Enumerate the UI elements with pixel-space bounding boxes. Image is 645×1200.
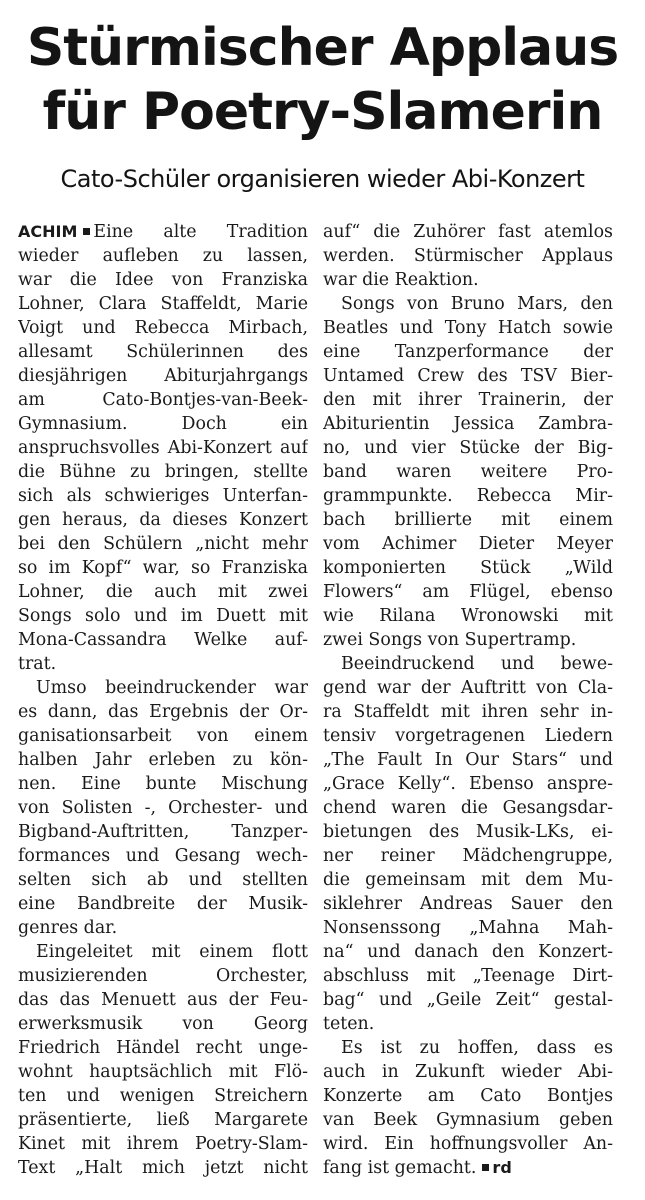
- body-line: van Beek Gymnasium geben: [323, 1110, 613, 1130]
- headline-line-1: Stürmischer Applaus: [26, 18, 619, 78]
- body-line: Gymnasium. Doch ein: [18, 414, 308, 434]
- body-line: Untamed Crew des TSV Bier-: [323, 366, 613, 386]
- body-line: es dann, das Ergebnis der Or-: [18, 702, 308, 722]
- body-line: Eingeleitet mit einem flott: [36, 942, 308, 962]
- end-square-icon: [482, 1164, 489, 1171]
- body-line: Konzerte am Cato Bontjes: [323, 1086, 613, 1106]
- body-line: vom Achimer Dieter Meyer: [323, 534, 613, 554]
- body-line: präsentierte, ließ Margarete: [18, 1110, 308, 1130]
- body-line: wie Rilana Wronowski mit: [323, 606, 613, 626]
- dateline-square-icon: [83, 228, 90, 235]
- article-column-right: [323, 220, 613, 1180]
- body-line: Kinet mit ihrem Poetry-Slam-: [18, 1134, 308, 1154]
- body-line: formances und Gesang wech-: [18, 846, 308, 866]
- body-line: „Grace Kelly“. Ebenso anspre-: [323, 774, 613, 794]
- body-line: diesjährigen Abiturjahrgangs: [18, 366, 308, 386]
- body-line: band waren weitere Pro-: [323, 462, 613, 482]
- body-line: auch in Zukunft wieder Abi-: [323, 1062, 613, 1082]
- body-line: nen. Eine bunte Mischung: [18, 774, 308, 794]
- headline-line-2: für Poetry-Slamerin: [42, 82, 603, 142]
- body-line: Friedrich Händel recht unge-: [18, 1038, 308, 1058]
- body-line: musizierenden Orchester,: [18, 966, 308, 986]
- body-line: Text „Halt mich jetzt nicht: [18, 1158, 308, 1178]
- body-line: selten sich ab und stellten: [18, 870, 308, 890]
- body-line: sich als schwieriges Unterfan-: [18, 486, 308, 506]
- dateline: ACHIM: [18, 222, 78, 241]
- body-line: no, und vier Stücke der Big-: [323, 438, 613, 458]
- body-line: allesamt Schülerinnen des: [18, 342, 308, 362]
- body-line: halben Jahr erleben zu kön-: [18, 750, 308, 770]
- body-line: Lohner, die auch mit zwei: [18, 582, 308, 602]
- body-line: wird. Ein hoffnungsvoller An-: [323, 1134, 613, 1154]
- body-line: Songs solo und im Duett mit: [18, 606, 308, 626]
- body-line: eine Bandbreite der Musik-: [18, 894, 308, 914]
- body-line: bei den Schülern „nicht mehr: [18, 534, 308, 554]
- body-line: anspruchsvolles Abi-Konzert auf: [18, 438, 308, 458]
- body-line: zwei Songs von Supertramp.: [323, 630, 577, 650]
- body-line: bag“ und „Geile Zeit“ gestal-: [323, 990, 613, 1010]
- body-line: Flowers“ am Flügel, ebenso: [323, 582, 613, 602]
- body-line: siklehrer Andreas Sauer den: [323, 894, 613, 914]
- body-line: erwerksmusik von Georg: [18, 1014, 308, 1034]
- body-line: die Bühne zu bringen, stellte: [18, 462, 308, 482]
- body-line: na“ und danach den Konzert-: [323, 942, 613, 962]
- body-line: Lohner, Clara Staffeldt, Marie: [18, 294, 308, 314]
- author-signature: rd: [492, 1158, 512, 1177]
- body-line: gen heraus, da dieses Konzert: [18, 510, 308, 530]
- body-line: Beatles und Tony Hatch sowie: [323, 318, 613, 338]
- body-line: bietungen des Musik-LKs, ei-: [323, 822, 613, 842]
- body-line: ganisationsarbeit von einem: [18, 726, 308, 746]
- body-line: die gemeinsam mit dem Mu-: [323, 870, 613, 890]
- body-line: komponierten Stück „Wild: [323, 558, 613, 578]
- body-line: Umso beeindruckender war: [36, 678, 308, 698]
- body-line: trat.: [18, 654, 57, 674]
- body-line: Beeindruckend und bewe-: [341, 654, 613, 674]
- body-line: von Solisten -, Orchester- und: [18, 798, 308, 818]
- body-line: war die Idee von Franziska: [18, 270, 308, 290]
- body-line: das das Menuett aus der Feu-: [18, 990, 308, 1010]
- body-line: grammpunkte. Rebecca Mir-: [323, 486, 613, 506]
- article-column-left: [18, 220, 308, 1180]
- body-line: war die Reaktion.: [323, 270, 479, 290]
- body-line: „The Fault In Our Stars“ und: [323, 750, 613, 770]
- body-line: Voigt und Rebecca Mirbach,: [18, 318, 308, 338]
- body-line: ACHIM Eine alte Tradition: [18, 222, 308, 242]
- body-line: den mit ihrer Trainerin, der: [323, 390, 613, 410]
- body-line: wieder aufleben zu lassen,: [18, 246, 308, 266]
- body-line: Abiturientin Jessica Zambra-: [323, 414, 613, 434]
- body-line: Es ist zu hoffen, dass es: [341, 1038, 613, 1058]
- body-line: abschluss mit „Teenage Dirt-: [323, 966, 613, 986]
- body-line: wohnt hauptsächlich mit Flö-: [18, 1062, 308, 1082]
- body-line: gend war der Auftritt von Cla-: [323, 678, 613, 698]
- body-line: am Cato-Bontjes-van-Beek-: [18, 390, 308, 410]
- body-line: ner reiner Mädchengruppe,: [323, 846, 613, 866]
- body-line: genres dar.: [18, 918, 118, 938]
- body-line: Nonsenssong „Mahna Mah-: [323, 918, 613, 938]
- body-line: Mona-Cassandra Welke auf-: [18, 630, 308, 650]
- body-line: bach brillierte mit einem: [323, 510, 613, 530]
- body-line: so im Kopf“ war, so Franziska: [18, 558, 308, 578]
- body-line: Songs von Bruno Mars, den: [341, 294, 613, 314]
- body-line: auf“ die Zuhörer fast atemlos: [323, 222, 613, 242]
- body-line: Bigband-Auftritten, Tanzper-: [18, 822, 308, 842]
- body-line: ten und wenigen Streichern: [18, 1086, 308, 1106]
- body-line: teten.: [323, 1014, 375, 1034]
- body-line: fang ist gemacht. rd: [323, 1158, 512, 1178]
- body-line: ra Staffeldt mit ihren sehr in-: [323, 702, 613, 722]
- body-line: tensiv vorgetragenen Liedern: [323, 726, 613, 746]
- headline: [0, 16, 645, 144]
- body-line: chend waren die Gesangsdar-: [323, 798, 613, 818]
- subheadline: Cato-Schüler organisieren wieder Abi-Konzert: [60, 165, 585, 193]
- body-line: werden. Stürmischer Applaus: [323, 246, 613, 266]
- body-line: eine Tanzperformance der: [323, 342, 613, 362]
